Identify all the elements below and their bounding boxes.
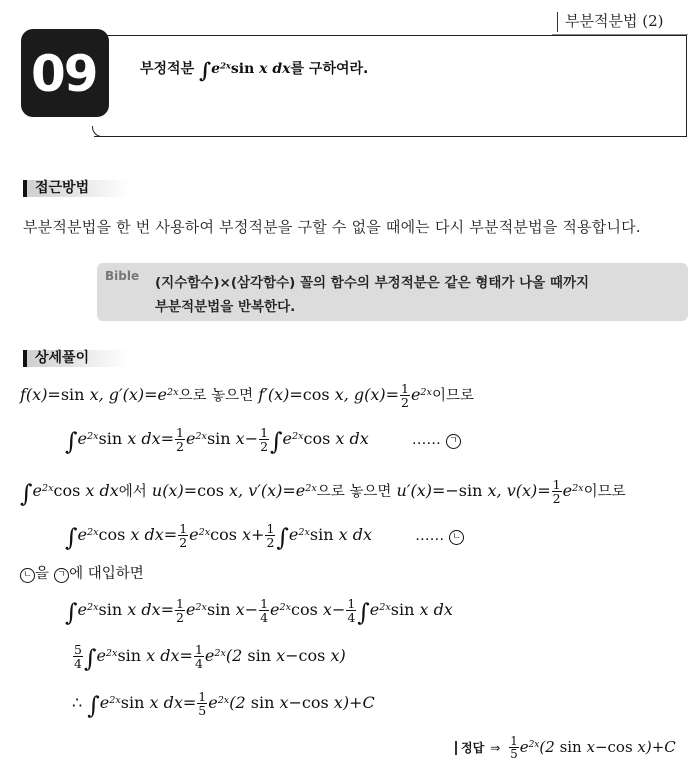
bible-line-2: 부분적분법을 반복한다. (155, 299, 296, 315)
chapter-divider (557, 12, 558, 32)
solution-line-6: $\int e^{2x}\sin$ x dx= $\frac{1}{2}$ $e^{2x}\sin$ x− $\frac{1}{4}$ $e^{2x}\cos$ x− $\frac{1}{4}$ $\int e^{2x}\sin$ x dx (65, 596, 453, 627)
chapter-title: 부분적분법 (2) (565, 12, 664, 30)
solution-line-2: $\int e^{2x}\sin$ x dx= $\frac{1}{2}$ $e^{2x}\sin$ x− $\frac{1}{2}$ $\int e^{2x}\cos$ x dx …… ㄱ (65, 426, 461, 453)
problem-number-badge (21, 29, 109, 117)
solution-line-1: f(x)=sin x, $g'(x)=e^{2x}$으로 놓으면 f′(x)=cos x, g(x)= $\frac{1}{2}$ $e^{2x}$이므로 (20, 381, 474, 411)
problem-text-before: 부정적분 (140, 61, 195, 77)
bible-logo: Bible (105, 269, 140, 283)
problem-number: 09 (31, 45, 97, 103)
solution-line-5: ㄴ 을 ㄱ 에 대입하면 (20, 562, 144, 583)
solution-line-3: $\int e^{2x}\cos$ x dx에서 u(x)=cos x, $v'(x)=e^{2x}$으로 놓으면 u′(x)=−sin x, v(x)= $\frac{1}{2}$ $e^{2x}$이므로 (20, 477, 626, 508)
section-detail-heading: 상세풀이 (23, 350, 129, 367)
answer-label: 정답 (455, 741, 484, 755)
solution-line-4: $\int e^{2x}\cos$ x dx= $\frac{1}{2}$ $e^{2x}\cos$ x+ $\frac{1}{2}$ $\int e^{2x}\sin$ x dx …… ㄴ (65, 522, 464, 549)
problem-statement (140, 57, 369, 83)
approach-text: 부분적분법을 한 번 사용하여 부정적분을 구할 수 없을 때에는 다시 부분적분법을 적용합니다. (23, 218, 641, 236)
answer-arrow: ⇒ (490, 740, 501, 755)
problem-box (94, 35, 687, 137)
bible-line-1: (지수함수)×(삼각함수) 꼴의 함수의 부정적분은 같은 형태가 나올 때까지 (155, 275, 590, 291)
bible-tip-box (97, 263, 688, 321)
answer-line: 정답 ⇒ $\frac{1}{5}$ $e^{2x}(2$ sin x−cos x)+C (455, 735, 676, 761)
problem-text-after: 를 구하여라. (290, 61, 369, 77)
problem-integral: $\int e^{2x}\sin$ x dx (198, 57, 291, 83)
section-approach-heading: 접근방법 (23, 180, 129, 197)
solution-line-8: ∴ $\int e^{2x}\sin$ x dx= $\frac{1}{5}$ $e^{2x}(2$ sin x−cos x)+C (72, 689, 375, 720)
solution-line-7: $\frac{5}{4}$ $\int e^{2x}\sin$ x dx= $\frac{1}{4}$ $e^{2x}(2$ sin x−cos x) (74, 642, 346, 673)
